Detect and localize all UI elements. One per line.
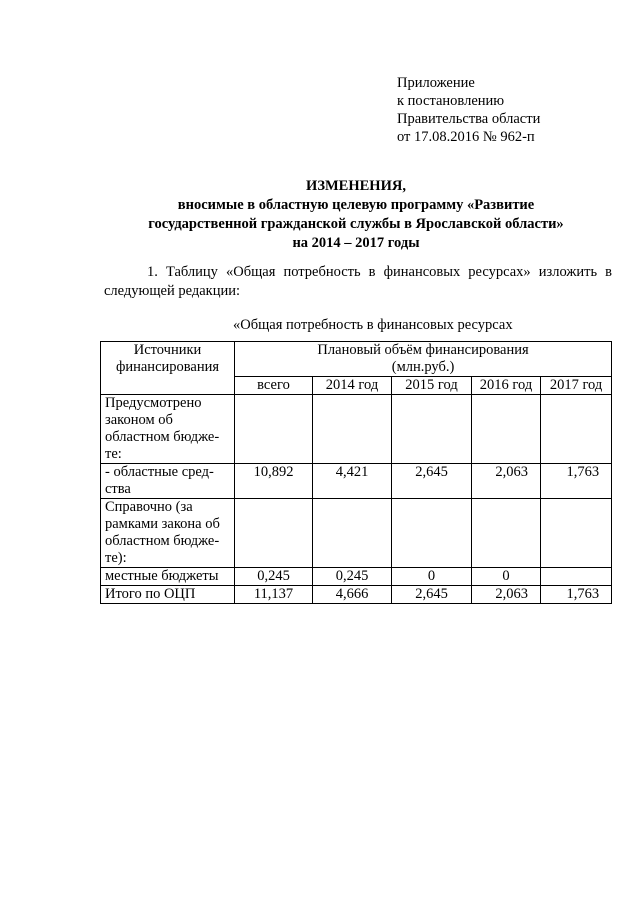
- table-cell: 1,763: [541, 586, 612, 604]
- table-cell: [313, 499, 392, 568]
- table-row: [101, 499, 612, 568]
- table-cell: 2,645: [392, 586, 472, 604]
- appendix-line-3: Правительства области: [397, 111, 541, 127]
- table-cell: [472, 499, 541, 568]
- table-cell: 0,245: [235, 568, 313, 586]
- table-cell: 0: [472, 568, 541, 586]
- table-cell: 0: [392, 568, 472, 586]
- table-cell: 1,763: [541, 464, 612, 499]
- appendix-line-1: Приложение: [397, 75, 475, 91]
- table-cell: 10,892: [235, 464, 313, 499]
- header-plan: Плановый объём финансирования (млн.руб.): [235, 342, 612, 377]
- table-cell: [313, 395, 392, 464]
- table-row: [101, 395, 612, 464]
- table-cell: 2,063: [472, 464, 541, 499]
- table-cell: [541, 395, 612, 464]
- column-header: 2017 год: [541, 377, 612, 395]
- table-cell: 4,421: [313, 464, 392, 499]
- column-header: 2015 год: [392, 377, 472, 395]
- table-cell: 2,063: [472, 586, 541, 604]
- table-header-row: [101, 342, 612, 377]
- row-label: местные бюджеты: [101, 568, 235, 586]
- row-label: Итого по ОЦП: [101, 586, 235, 604]
- table-cell: 2,645: [392, 464, 472, 499]
- table-cell: 4,666: [313, 586, 392, 604]
- title-line-3: государственной гражданской службы в Ярославской области»: [148, 216, 564, 232]
- title-heading: ИЗМЕНЕНИЯ,: [306, 178, 406, 194]
- paragraph-line-2: следующей редакции:: [104, 283, 241, 299]
- financing-table: [100, 341, 612, 604]
- instruction-paragraph: [104, 263, 612, 301]
- appendix-line-4: от 17.08.2016 № 962-п: [397, 129, 535, 145]
- table-row: [101, 568, 612, 586]
- title-line-4: на 2014 – 2017 годы: [292, 235, 420, 251]
- table-cell: [541, 568, 612, 586]
- column-header: 2016 год: [472, 377, 541, 395]
- table-caption: «Общая потребность в финансовых ресурсах: [233, 317, 513, 333]
- table-cell: 11,137: [235, 586, 313, 604]
- document-title: [100, 177, 612, 253]
- title-line-2: вносимые в областную целевую программу «Развитие: [177, 197, 535, 213]
- column-header: всего: [235, 377, 313, 395]
- table-row: [101, 586, 612, 604]
- appendix-line-2: к постановлению: [397, 93, 505, 109]
- table-cell: [392, 395, 472, 464]
- appendix-block: [397, 74, 540, 146]
- column-header: 2014 год: [313, 377, 392, 395]
- table-row: [101, 464, 612, 499]
- row-label: Предусмотрено законом об областном бюдже-те:: [101, 395, 235, 464]
- header-source: Источники финансирования: [101, 342, 235, 395]
- row-label: - областные сред-ства: [101, 464, 235, 499]
- paragraph-line-1: 1. Таблицу «Общая потребность в финансовых ресурсах» изложить в: [147, 264, 612, 280]
- table-cell: [472, 395, 541, 464]
- table-cell: 0,245: [313, 568, 392, 586]
- table-cell: [235, 395, 313, 464]
- row-label: Справочно (за рамками закона об областном бюдже-те):: [101, 499, 235, 568]
- table-cell: [392, 499, 472, 568]
- table-cell: [235, 499, 313, 568]
- table-cell: [541, 499, 612, 568]
